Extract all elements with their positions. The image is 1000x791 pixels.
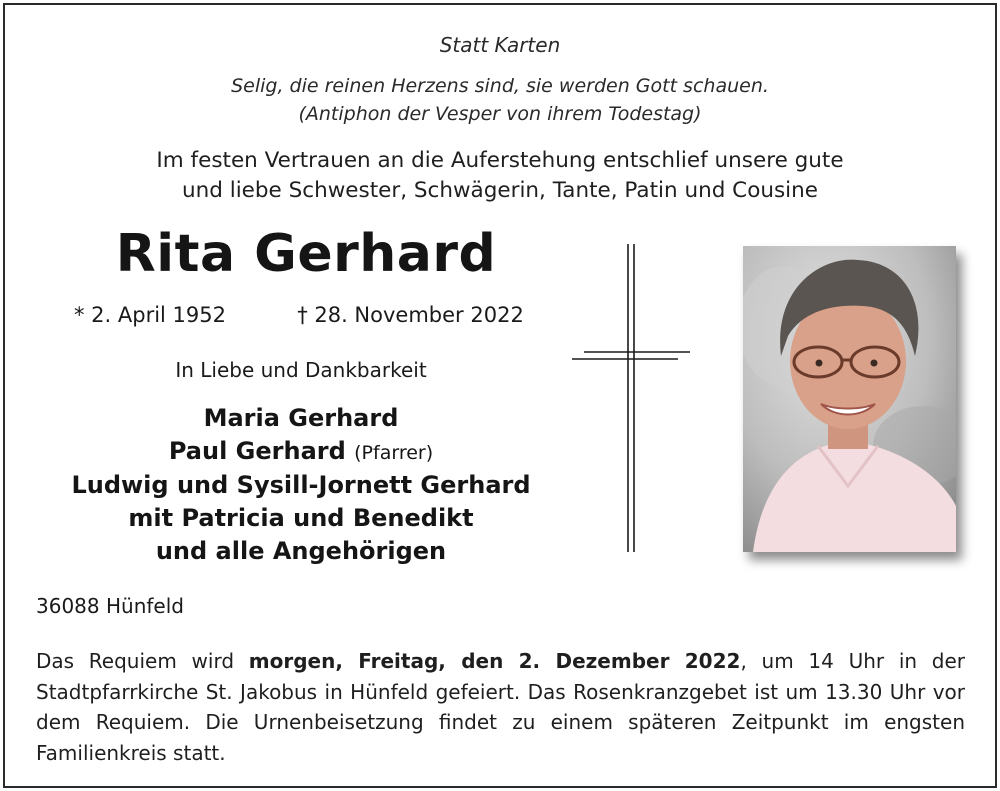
mourner-line-5: und alle Angehörigen [155, 537, 447, 565]
place-line: 36088 Hünfeld [36, 594, 184, 618]
mourner-line-2-note: (Pfarrer) [354, 442, 434, 464]
mourner-line-3: Ludwig und Sysill-Jornett Gerhard [71, 471, 531, 499]
birth-date: * 2. April 1952 [73, 303, 226, 327]
cross-icon [570, 240, 695, 560]
deceased-name: Rita Gerhard [115, 224, 497, 284]
mourner-line-2 [46, 437, 556, 465]
mourner-line-2-name: Paul Gerhard [168, 437, 346, 465]
requiem-text-1: Das Requiem wird [36, 649, 249, 673]
portrait-illustration [743, 246, 956, 552]
requiem-date-bold: morgen, Freitag, den 2. Dezember 2022 [248, 649, 741, 673]
mourner-line-4: mit Patricia und Benedikt [128, 504, 474, 532]
statt-karten-line: Statt Karten [439, 33, 561, 57]
intro-line-2: und liebe Schwester, Schwägerin, Tante, Patin und Cousine [181, 178, 819, 203]
motto-line-1: Selig, die reinen Herzens sind, sie werden Gott schauen. [231, 75, 769, 97]
mourner-line-1: Maria Gerhard [203, 404, 399, 432]
death-date: † 28. November 2022 [297, 303, 524, 327]
thanks-line: In Liebe und Dankbarkeit [175, 358, 427, 382]
motto-line-2: (Antiphon der Vesper von ihrem Todestag) [298, 103, 702, 125]
intro-line-1: Im festen Vertrauen an die Auferstehung entschlief unsere gute [156, 148, 844, 173]
requiem-paragraph [36, 646, 965, 768]
requiem-text-2: , um 14 Uhr in der Stadtpfarrkirche St. Jakobus in Hünfeld gefeiert. Das Rosenkranzgebet ist um 13.30 Uhr vor dem Requiem. Die Urnenbeisetzung findet zu einem späteren Zeitpunkt im engsten Familienkreis statt. [36, 649, 965, 765]
portrait-photo [743, 246, 956, 552]
